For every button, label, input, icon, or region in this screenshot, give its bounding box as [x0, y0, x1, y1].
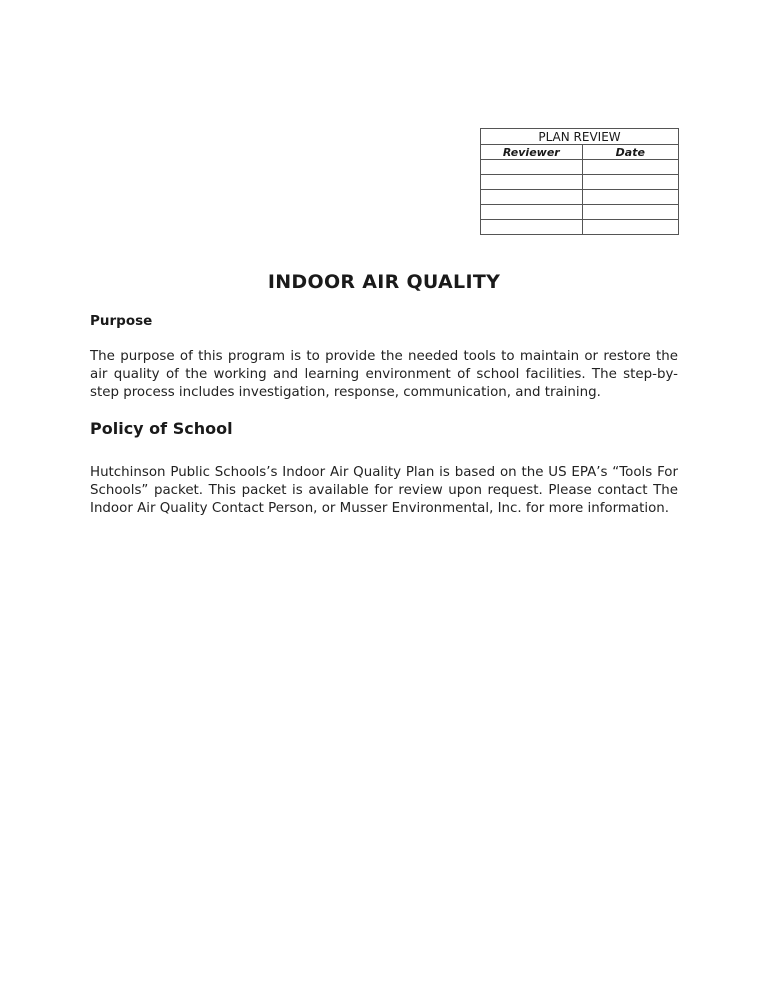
- reviewer-cell: [481, 175, 583, 190]
- plan-review-title: PLAN REVIEW: [481, 129, 679, 145]
- reviewer-cell: [481, 160, 583, 175]
- table-row: [481, 220, 679, 235]
- table-row: [481, 205, 679, 220]
- date-cell: [582, 220, 678, 235]
- date-cell: [582, 175, 678, 190]
- date-cell: [582, 160, 678, 175]
- date-cell: [582, 205, 678, 220]
- reviewer-cell: [481, 190, 583, 205]
- date-cell: [582, 190, 678, 205]
- date-column-header: Date: [582, 145, 678, 160]
- table-row: [481, 175, 679, 190]
- plan-review-table: [480, 128, 679, 235]
- purpose-paragraph: The purpose of this program is to provide the needed tools to maintain or restore the air quality of the working and learning environment of school facilities. The step-by-step process includes investigation, response, communication, and training.: [90, 349, 678, 400]
- purpose-heading: Purpose: [90, 313, 153, 329]
- table-row: [481, 190, 679, 205]
- policy-paragraph: Hutchinson Public Schools’s Indoor Air Quality Plan is based on the US EPA’s “Tools For Schools” packet. This packet is available for review upon request. Please contact The Indoor Air Quality Contact Person, or Musser Environmental, Inc. for more information.: [90, 465, 678, 516]
- table-row: [481, 160, 679, 175]
- policy-heading: Policy of School: [90, 419, 233, 438]
- reviewer-column-header: Reviewer: [481, 145, 583, 160]
- document-title: INDOOR AIR QUALITY: [267, 271, 501, 293]
- reviewer-cell: [481, 220, 583, 235]
- reviewer-cell: [481, 205, 583, 220]
